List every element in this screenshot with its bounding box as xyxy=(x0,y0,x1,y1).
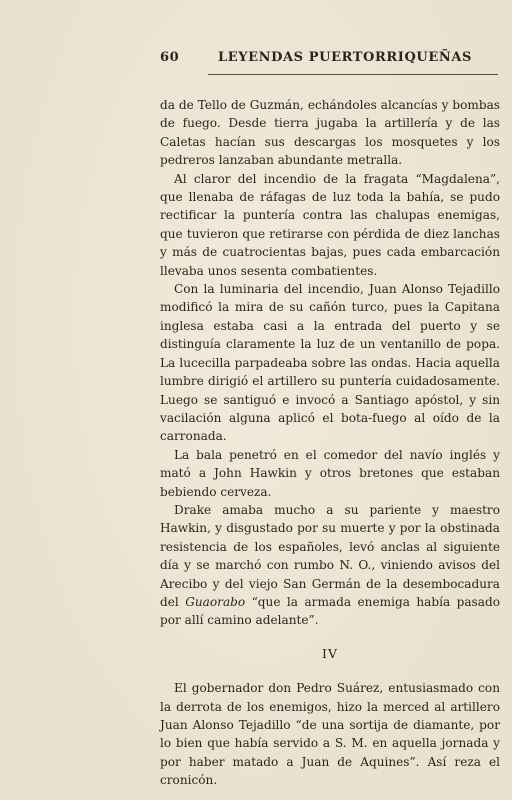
paragraph-2: Al claror del incendio de la fragata “Magdalena”, que llenaba de ráfagas de luz toda la bahía, se pudo rectificar la puntería contra las chalupas enemigas, que tuvieron que retirarse con pérdida de diez lanchas y más de cuatrocientas bajas, pues cada embarcación llevaba unos sesenta combatientes. xyxy=(160,171,500,278)
body-text xyxy=(160,96,500,790)
paragraph-5-italic-river: Guaorabo xyxy=(185,594,246,609)
paragraph-5-text-a: Drake amaba mucho a su pariente y maestro Hawkin, y disgustado por su muerte y por la obstinada resistencia de los españoles, levó anclas al siguiente día y se marchó con rumbo N. O., viniendo avisos del Arecibo y del viejo San Germán de la desembocadura del xyxy=(160,502,500,609)
section-heading: IV xyxy=(322,645,338,661)
header-rule xyxy=(208,74,498,75)
paragraph-6: El gobernador don Pedro Suárez, entusiasmado con la derrota de los enemigos, hizo la merced al artillero Juan Alonso Tejadillo “de una sortija de diamante, por lo bien que había servido a S. M. en aquella jornada y por haber matado a Juan de Aquines”. Así reza el cronicón. xyxy=(160,681,500,788)
page-number: 60 xyxy=(160,50,180,65)
page-header xyxy=(160,50,498,72)
paragraph-5-text-b: “que la armada enemiga había pasado por allí camino adelante”. xyxy=(160,594,500,628)
paragraph-5 xyxy=(160,501,500,630)
paragraph-3: Con la luminaria del incendio, Juan Alonso Tejadillo modificó la mira de su cañón turco, pues la Capitana inglesa estaba casi a la entrada del puerto y se distinguía claramente la luz de un ventanillo de popa. La lucecilla parpadeaba sobre las ondas. Hacia aquella lumbre dirigió el artillero su puntería cuidadosamente. Luego se santiguó e invocó a Santiago apóstol, y sin vacilación alguna aplicó el bota-fuego al oído de la carronada. xyxy=(160,282,500,444)
paragraph-4: La bala penetró en el comedor del navío inglés y mató a John Hawkin y otros bretones que estaban bebiendo cerveza. xyxy=(160,447,500,499)
running-title: LEYENDAS PUERTORRIQUEÑAS xyxy=(217,50,472,65)
paragraph-1: da de Tello de Guzmán, echándoles alcancías y bombas de fuego. Desde tierra jugaba la artillería y de las Caletas hacían sus descargas los mosquetes y los pedreros lanzaban abundante metralla. xyxy=(160,98,500,168)
